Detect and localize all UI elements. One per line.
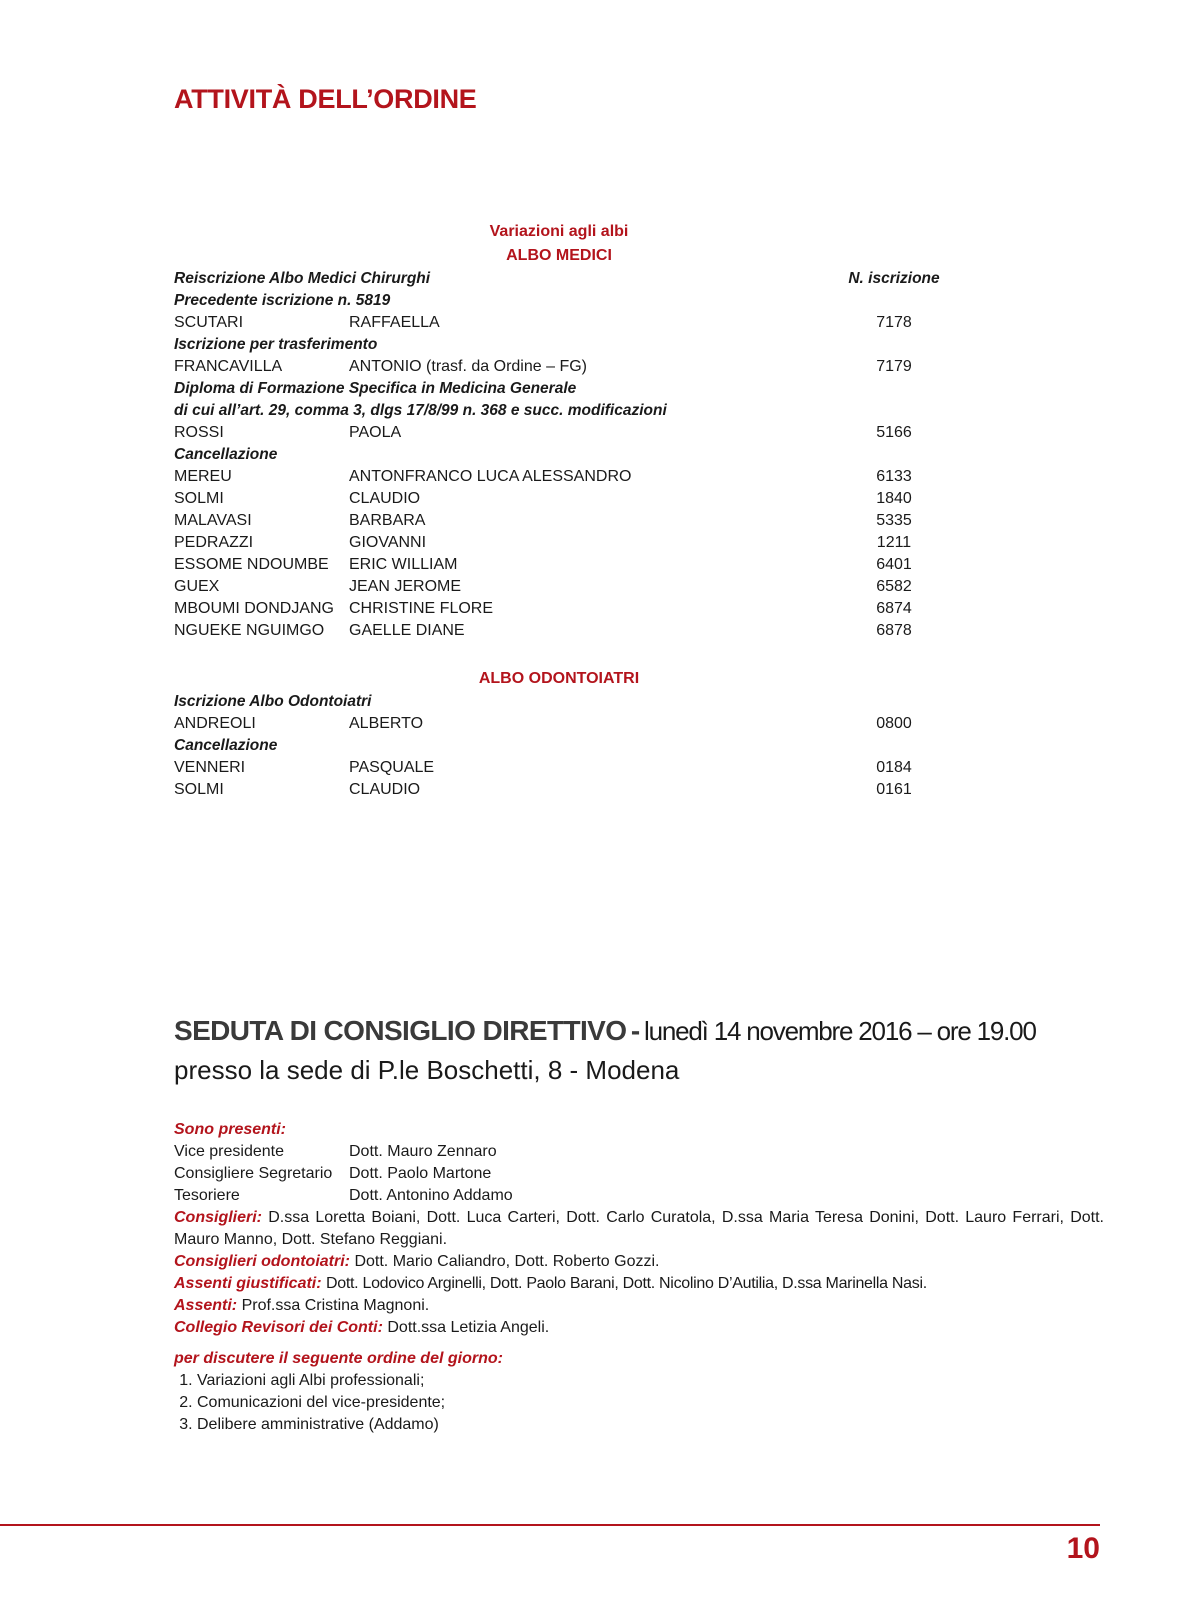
role-label: Tesoriere bbox=[174, 1187, 240, 1204]
first-name: GAELLE DIANE bbox=[349, 622, 465, 639]
cancellazione-odontoiatri-label: Cancellazione bbox=[174, 737, 278, 754]
cancellazione-label: Cancellazione bbox=[174, 446, 278, 463]
agenda-list bbox=[174, 1370, 1104, 1436]
albo-medici-title: ALBO MEDICI bbox=[506, 247, 612, 264]
list-item: 2. Comunicazioni del vice-presidente; bbox=[197, 1392, 1104, 1414]
iscrizione-odontoiatri-line bbox=[174, 691, 944, 713]
consiglieri-names: D.ssa Loretta Boiani, Dott. Luca Carteri, Dott. Carlo Curatola, D.ssa Maria Teresa Donini, Dott. Lauro Ferrari, Dott. Mauro Manno, Dott. Stefano Reggiani. bbox=[174, 1209, 1104, 1248]
registration-number: 5335 bbox=[876, 512, 912, 529]
registration-number: 0800 bbox=[876, 715, 912, 732]
diploma-label-2: di cui all’art. 29, comma 3, dlgs 17/8/99 n. 368 e succ. modificazioni bbox=[174, 402, 667, 419]
surname: VENNERI bbox=[174, 759, 246, 776]
surname: FRANCAVILLA bbox=[174, 358, 283, 375]
first-name: CHRISTINE FLORE bbox=[349, 600, 494, 617]
footer-divider bbox=[0, 1524, 1100, 1526]
surname: MEREU bbox=[174, 468, 232, 485]
list-item bbox=[174, 713, 944, 735]
giustificati-names: Dott. Lodovico Arginelli, Dott. Paolo Barani, Dott. Nicolino D’Autilia, D.ssa Marinella Nasi. bbox=[326, 1275, 927, 1292]
first-name: CLAUDIO bbox=[349, 490, 421, 507]
seduta-heading bbox=[174, 1015, 1104, 1047]
list-item bbox=[174, 510, 944, 532]
role-person: Dott. Mauro Zennaro bbox=[349, 1143, 497, 1160]
presenti-label: Sono presenti: bbox=[174, 1121, 287, 1138]
list-item bbox=[174, 1141, 1104, 1163]
surname: ANDREOLI bbox=[174, 715, 256, 732]
list-item bbox=[174, 1185, 1104, 1207]
surname: MALAVASI bbox=[174, 512, 252, 529]
consiglieri-paragraph bbox=[174, 1207, 1104, 1251]
first-name: ANTONFRANCO LUCA ALESSANDRO bbox=[349, 468, 632, 485]
registration-number: 5166 bbox=[876, 424, 912, 441]
list-item bbox=[174, 779, 944, 801]
revisori-label: Collegio Revisori dei Conti: bbox=[174, 1319, 383, 1336]
section-title: ATTIVITÀ DELL’ORDINE bbox=[174, 84, 477, 114]
cancellazione-line bbox=[174, 444, 944, 466]
diploma-line-2 bbox=[174, 400, 944, 422]
surname: NGUEKE NGUIMGO bbox=[174, 622, 325, 639]
list-item bbox=[174, 757, 944, 779]
list-item bbox=[174, 1163, 1104, 1185]
surname: SCUTARI bbox=[174, 314, 244, 331]
surname: SOLMI bbox=[174, 781, 224, 798]
surname: MBOUMI DONDJANG bbox=[174, 600, 334, 617]
registration-number: 0184 bbox=[876, 759, 912, 776]
seduta-dash: - bbox=[630, 1015, 640, 1046]
registration-number: 6133 bbox=[876, 468, 912, 485]
role-person: Dott. Paolo Martone bbox=[349, 1165, 492, 1182]
list-item bbox=[174, 620, 944, 642]
iscrizione-odontoiatri-label: Iscrizione Albo Odontoiatri bbox=[174, 693, 372, 710]
seduta-title: SEDUTA DI CONSIGLIO DIRETTIVO bbox=[174, 1015, 627, 1046]
list-item: 1. Variazioni agli Albi professionali; bbox=[197, 1370, 1104, 1392]
surname: SOLMI bbox=[174, 490, 224, 507]
consiglieri-label: Consiglieri: bbox=[174, 1209, 263, 1226]
registration-number: 6878 bbox=[876, 622, 912, 639]
list-item bbox=[174, 422, 944, 444]
role-person: Dott. Antonino Addamo bbox=[349, 1187, 513, 1204]
role-label: Consigliere Segretario bbox=[174, 1165, 333, 1182]
first-name: ANTONIO (trasf. da Ordine – FG) bbox=[349, 358, 587, 375]
first-name: ALBERTO bbox=[349, 715, 424, 732]
diploma-line-1 bbox=[174, 378, 944, 400]
assenti-label: Assenti: bbox=[174, 1297, 238, 1314]
albo-odontoiatri-block bbox=[174, 667, 944, 801]
list-item bbox=[174, 488, 944, 510]
precedente-label: Precedente iscrizione n. 5819 bbox=[174, 292, 391, 309]
reiscrizione-label: Reiscrizione Albo Medici Chirurghi bbox=[174, 270, 431, 287]
assenti-names: Prof.ssa Cristina Magnoni. bbox=[241, 1297, 430, 1314]
first-name: PAOLA bbox=[349, 424, 402, 441]
list-item bbox=[174, 554, 944, 576]
surname: PEDRAZZI bbox=[174, 534, 254, 551]
registration-number: 6401 bbox=[876, 556, 912, 573]
n-iscrizione-header: N. iscrizione bbox=[848, 270, 940, 287]
reiscrizione-header-line bbox=[174, 268, 944, 290]
odontoiatri-names: Dott. Mario Caliandro, Dott. Roberto Gozzi. bbox=[354, 1253, 660, 1270]
revisori-names: Dott.ssa Letizia Angeli. bbox=[387, 1319, 550, 1336]
albo-medici-block bbox=[174, 220, 944, 642]
seduta-place: presso la sede di P.le Boschetti, 8 - Modena bbox=[174, 1055, 680, 1085]
role-label: Vice presidente bbox=[174, 1143, 284, 1160]
attendance-section bbox=[174, 1119, 1104, 1339]
precedente-line bbox=[174, 290, 944, 312]
registration-number: 1840 bbox=[876, 490, 912, 507]
albo-odontoiatri-title: ALBO ODONTOIATRI bbox=[478, 670, 640, 687]
surname: ROSSI bbox=[174, 424, 224, 441]
variazioni-title: Variazioni agli albi bbox=[489, 223, 629, 240]
surname: ESSOME NDOUMBE bbox=[174, 556, 329, 573]
first-name: CLAUDIO bbox=[349, 781, 421, 798]
first-name: GIOVANNI bbox=[349, 534, 427, 551]
first-name: PASQUALE bbox=[349, 759, 435, 776]
registration-number: 0161 bbox=[876, 781, 912, 798]
list-item bbox=[174, 312, 944, 334]
list-item bbox=[174, 356, 944, 378]
revisori-paragraph bbox=[174, 1317, 1104, 1339]
list-item: 3. Delibere amministrative (Addamo) bbox=[197, 1414, 1104, 1436]
seduta-date: lunedì 14 novembre 2016 – ore 19.00 bbox=[644, 1016, 1036, 1046]
cancellazione-odontoiatri-line bbox=[174, 735, 944, 757]
registration-number: 6582 bbox=[876, 578, 912, 595]
first-name: BARBARA bbox=[349, 512, 426, 529]
first-name: ERIC WILLIAM bbox=[349, 556, 458, 573]
list-item bbox=[174, 532, 944, 554]
odontoiatri-label: Consiglieri odontoiatri: bbox=[174, 1253, 350, 1270]
registration-number: 7178 bbox=[876, 314, 912, 331]
surname: GUEX bbox=[174, 578, 220, 595]
agenda-section bbox=[174, 1348, 1104, 1436]
list-item bbox=[174, 576, 944, 598]
registration-number: 6874 bbox=[876, 600, 912, 617]
trasferimento-label: Iscrizione per trasferimento bbox=[174, 336, 378, 353]
first-name: JEAN JEROME bbox=[349, 578, 462, 595]
giustificati-paragraph bbox=[174, 1273, 1104, 1295]
odontoiatri-paragraph bbox=[174, 1251, 1104, 1273]
page-number: 10 bbox=[1066, 1532, 1100, 1565]
giustificati-label: Assenti giustificati: bbox=[174, 1275, 322, 1292]
assenti-paragraph bbox=[174, 1295, 1104, 1317]
first-name: RAFFAELLA bbox=[349, 314, 440, 331]
diploma-label-1: Diploma di Formazione Specifica in Medicina Generale bbox=[174, 380, 577, 397]
list-item bbox=[174, 466, 944, 488]
registration-number: 7179 bbox=[876, 358, 912, 375]
list-item bbox=[174, 598, 944, 620]
registration-number: 1211 bbox=[876, 534, 912, 551]
odg-label: per discutere il seguente ordine del giorno: bbox=[174, 1350, 503, 1367]
trasferimento-line bbox=[174, 334, 944, 356]
